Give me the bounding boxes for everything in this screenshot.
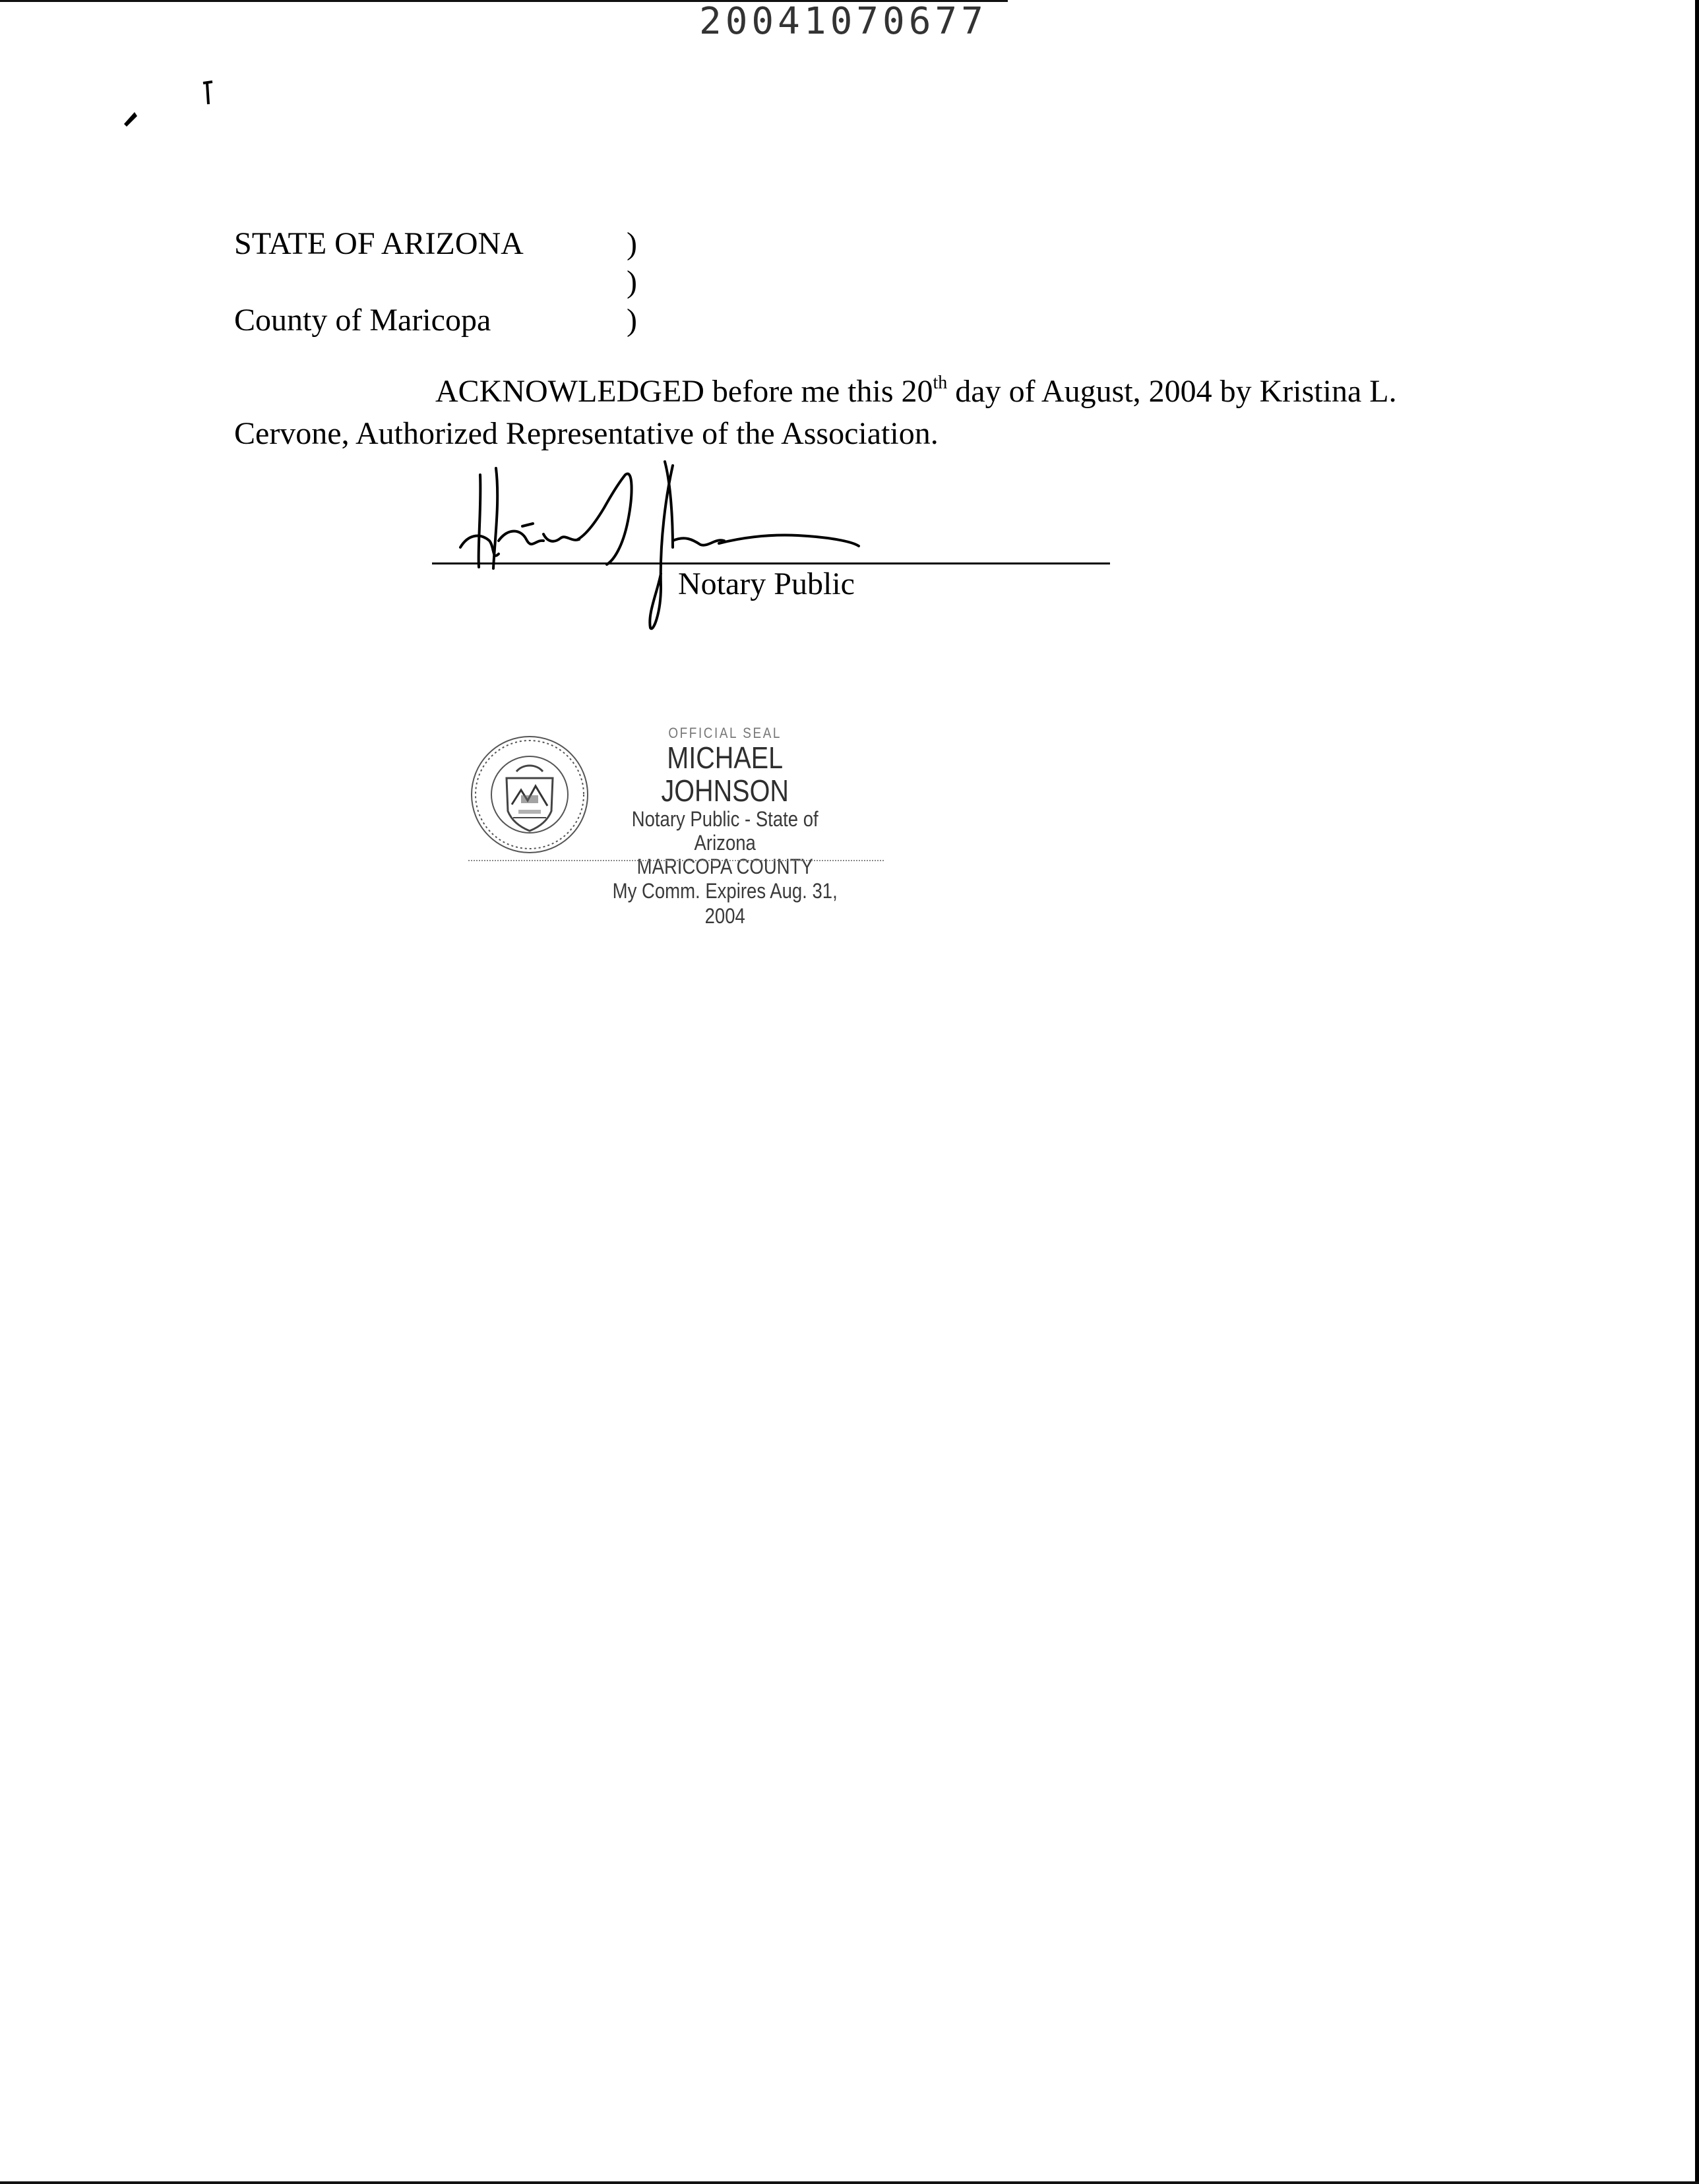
venue-county: County of Maricopa: [234, 303, 491, 338]
seal-bottom-rule: [468, 860, 884, 863]
seal-expiration: My Comm. Expires Aug. 31, 2004: [612, 879, 838, 928]
notary-public-label: Notary Public: [678, 566, 855, 601]
venue-bracket: ): [627, 264, 637, 299]
seal-text-block: [600, 725, 850, 928]
ack-day-suffix: th: [933, 373, 948, 393]
acknowledgment-line-1: [435, 373, 1397, 410]
venue-bracket: ): [627, 226, 637, 261]
scan-mark-top: [198, 78, 224, 111]
ack-text-before-day: ACKNOWLEDGED before me this 20: [435, 374, 933, 409]
scan-edge-right: [1695, 0, 1699, 2184]
venue-bracket: ): [627, 303, 637, 338]
arizona-state-seal-icon: [467, 732, 592, 857]
seal-county: MARICOPA COUNTY: [636, 855, 813, 878]
signature-line: [432, 562, 1110, 564]
notary-signature: [455, 455, 864, 633]
seal-notary-title: Notary Public - State of Arizona: [631, 807, 819, 855]
ack-text-after-day: day of August, 2004 by Kristina L.: [947, 374, 1397, 409]
seal-official-label: OFFICIAL SEAL: [668, 725, 782, 741]
notary-seal-stamp: [462, 725, 884, 928]
venue-state: STATE OF ARIZONA: [234, 226, 524, 261]
scan-mark-left: [120, 104, 146, 131]
scan-edge-bottom: [0, 2181, 1699, 2184]
seal-notary-name: MICHAEL JOHNSON: [661, 741, 789, 808]
recording-number: 20041070677: [699, 0, 987, 43]
acknowledgment-line-2: Cervone, Authorized Representative of the Association.: [234, 416, 939, 451]
